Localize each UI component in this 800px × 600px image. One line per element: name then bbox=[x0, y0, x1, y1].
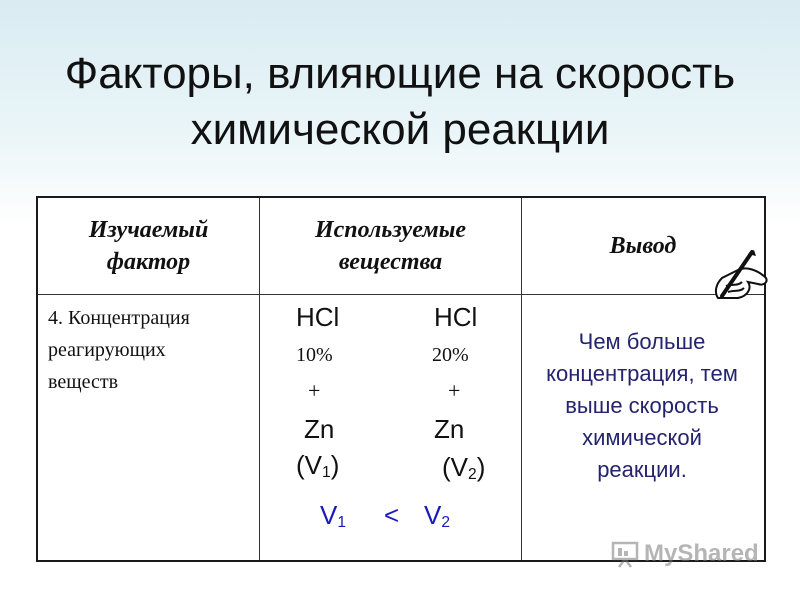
slide-title bbox=[0, 46, 800, 158]
header-divider bbox=[38, 294, 764, 295]
header-substances-line-2: вещества bbox=[338, 249, 443, 275]
right-rate-close: ) bbox=[476, 452, 486, 482]
conclusion-line-3: выше скорость bbox=[565, 393, 719, 418]
conclusion-line-5: реакции. bbox=[597, 457, 687, 482]
left-rate-open: (V bbox=[296, 450, 322, 480]
right-acid: HCl bbox=[434, 302, 478, 332]
right-rate-open: (V bbox=[442, 452, 468, 482]
header-factor-line-1: Изучаемый bbox=[88, 217, 209, 243]
left-rate bbox=[296, 450, 339, 482]
factor-line-3: веществ bbox=[48, 371, 119, 393]
factor-line-2: реагирующих bbox=[48, 339, 166, 361]
comparison-v2 bbox=[424, 500, 450, 532]
comparison-sign: < bbox=[384, 500, 400, 530]
header-factor bbox=[38, 198, 259, 294]
left-metal: Zn bbox=[304, 414, 335, 444]
watermark-text: MyShared bbox=[644, 540, 759, 567]
title-line-2: химической реакции bbox=[190, 105, 610, 154]
header-conclusion-text: Вывод bbox=[609, 233, 677, 259]
right-rate bbox=[442, 452, 485, 484]
title-line-1: Факторы, влияющие на скорость bbox=[64, 49, 736, 98]
left-percent: 10% bbox=[296, 344, 333, 366]
factor-line-1: 4. Концентрация bbox=[48, 307, 190, 329]
right-rate-sub: 2 bbox=[468, 466, 477, 484]
factors-table bbox=[36, 196, 766, 562]
header-substances bbox=[260, 198, 521, 294]
conclusion-cell bbox=[522, 326, 762, 486]
right-metal: Zn bbox=[434, 414, 465, 444]
hand-writing-pen-icon bbox=[708, 248, 772, 304]
comparison-v1-letter: V bbox=[320, 500, 338, 530]
watermark bbox=[610, 536, 770, 572]
left-rate-sub: 1 bbox=[322, 464, 331, 482]
header-substances-line-1: Используемые bbox=[314, 217, 466, 243]
comparison-v2-letter: V bbox=[424, 500, 442, 530]
conclusion-line-1: Чем больше bbox=[578, 329, 706, 354]
left-plus: + bbox=[308, 378, 321, 403]
conclusion-line-2: концентрация, тем bbox=[546, 361, 738, 386]
left-rate-close: ) bbox=[330, 450, 340, 480]
comparison-v2-sub: 2 bbox=[441, 514, 451, 532]
comparison-v1-sub: 1 bbox=[337, 514, 347, 532]
header-factor-line-2: фактор bbox=[106, 249, 191, 275]
conclusion-line-4: химической bbox=[582, 425, 702, 450]
comparison-v1 bbox=[320, 500, 346, 532]
presentation-board-icon bbox=[610, 539, 640, 569]
right-plus: + bbox=[448, 378, 461, 403]
left-acid: HCl bbox=[296, 302, 340, 332]
factor-cell bbox=[48, 302, 253, 398]
right-percent: 20% bbox=[432, 344, 469, 366]
